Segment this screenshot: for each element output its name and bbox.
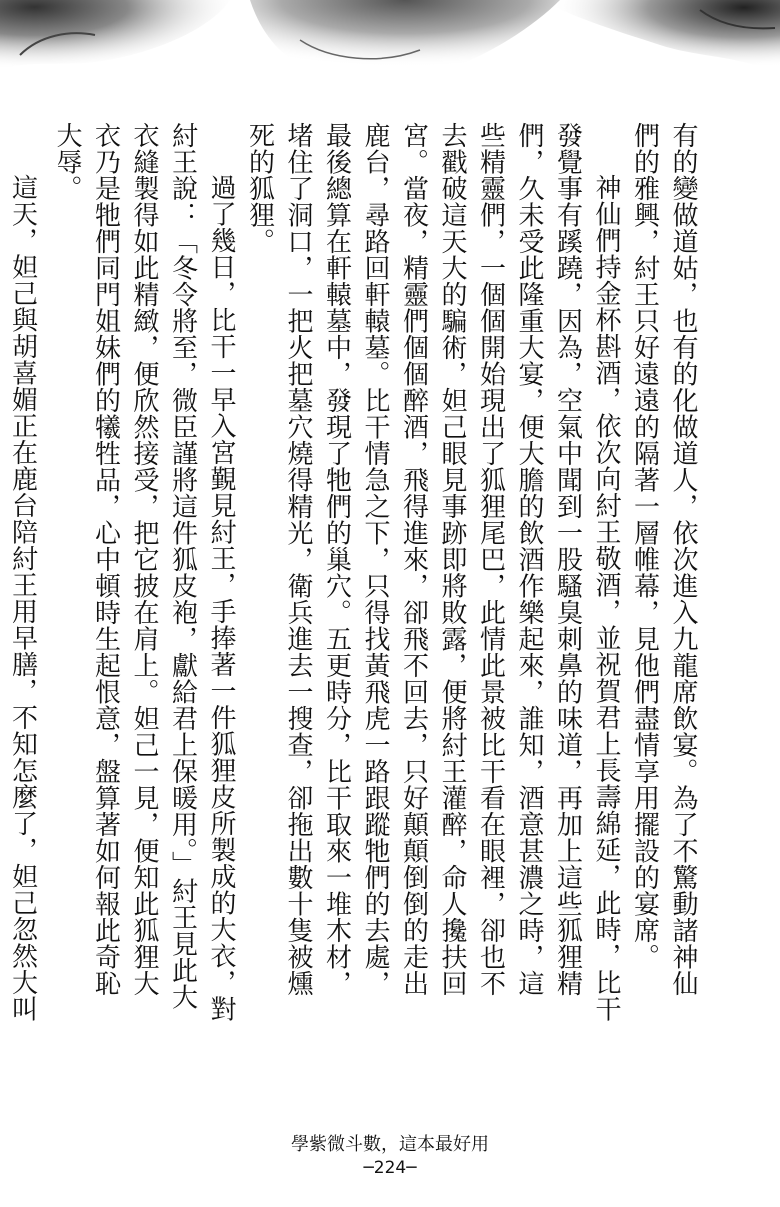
paragraph: 這天，妲己與胡喜媚正在鹿台陪紂王用早膳，不知怎麼了，妲己忽然大叫 [7, 174, 38, 1022]
header-illustration [0, 0, 780, 100]
paragraph: 神仙們持金杯斟酒，依次向紂王敬酒，並祝賀君上長壽綿延，此時，比干發覺事有蹊蹺，因為，空氣中聞到一股騷臭刺鼻的味道，再加上這些狐狸精們，久未受此隆重大宴，便大膽的飲酒作樂起來，誰知，酒意甚濃之時，這些精靈們，一個個開始現出了狐狸尾巴，此情此景被比干看在眼裡，卻也不去戳破這天大的騙術，妲己眼見事跡即將敗露，便將紂王灌醉，命人攙扶回宮。當夜，精靈們個個醉酒，飛得進來，卻飛不回去，只好顛顛倒倒的走出鹿台，尋路回軒轅墓。比干情急之下，只得找黃飛虎一路跟蹤牠們的去處，最後總算在軒轅墓中，發現了牠們的巢穴。五更時分，比干取來一堆木材，堵住了洞口，一把火把墓穴燒得精光，衛兵進去一搜查，卻拖出數十隻被燻死的狐狸。 [244, 122, 621, 1022]
footer-book-title: 學紫微斗數，這本最好用 [291, 1134, 489, 1155]
vertical-body-text [7, 122, 702, 1022]
paragraph: 過了幾日，比干一早入宮覲見紂王，手捧著一件狐狸皮所製成的大衣，對紂王說：「冬令將至，微臣謹將這件狐皮袍，獻給君上保暖用。」紂王見此大衣縫製得如此精緻，便欣然接受，把它披在肩上。妲己一見，便知此狐狸大衣乃是牠們同門姐妹們的犧牲品，心中頓時生起恨意，盤算著如何報此奇恥大辱。 [52, 122, 236, 1022]
page-number: ─224─ [363, 1158, 417, 1178]
paragraph: 有的變做道姑，也有的化做道人，依次進入九龍席飲宴。為了不驚動諸神仙們的雅興，紂王只好遠遠的隔著一層帷幕，見他們盡情享用擺設的宴席。 [629, 122, 698, 997]
